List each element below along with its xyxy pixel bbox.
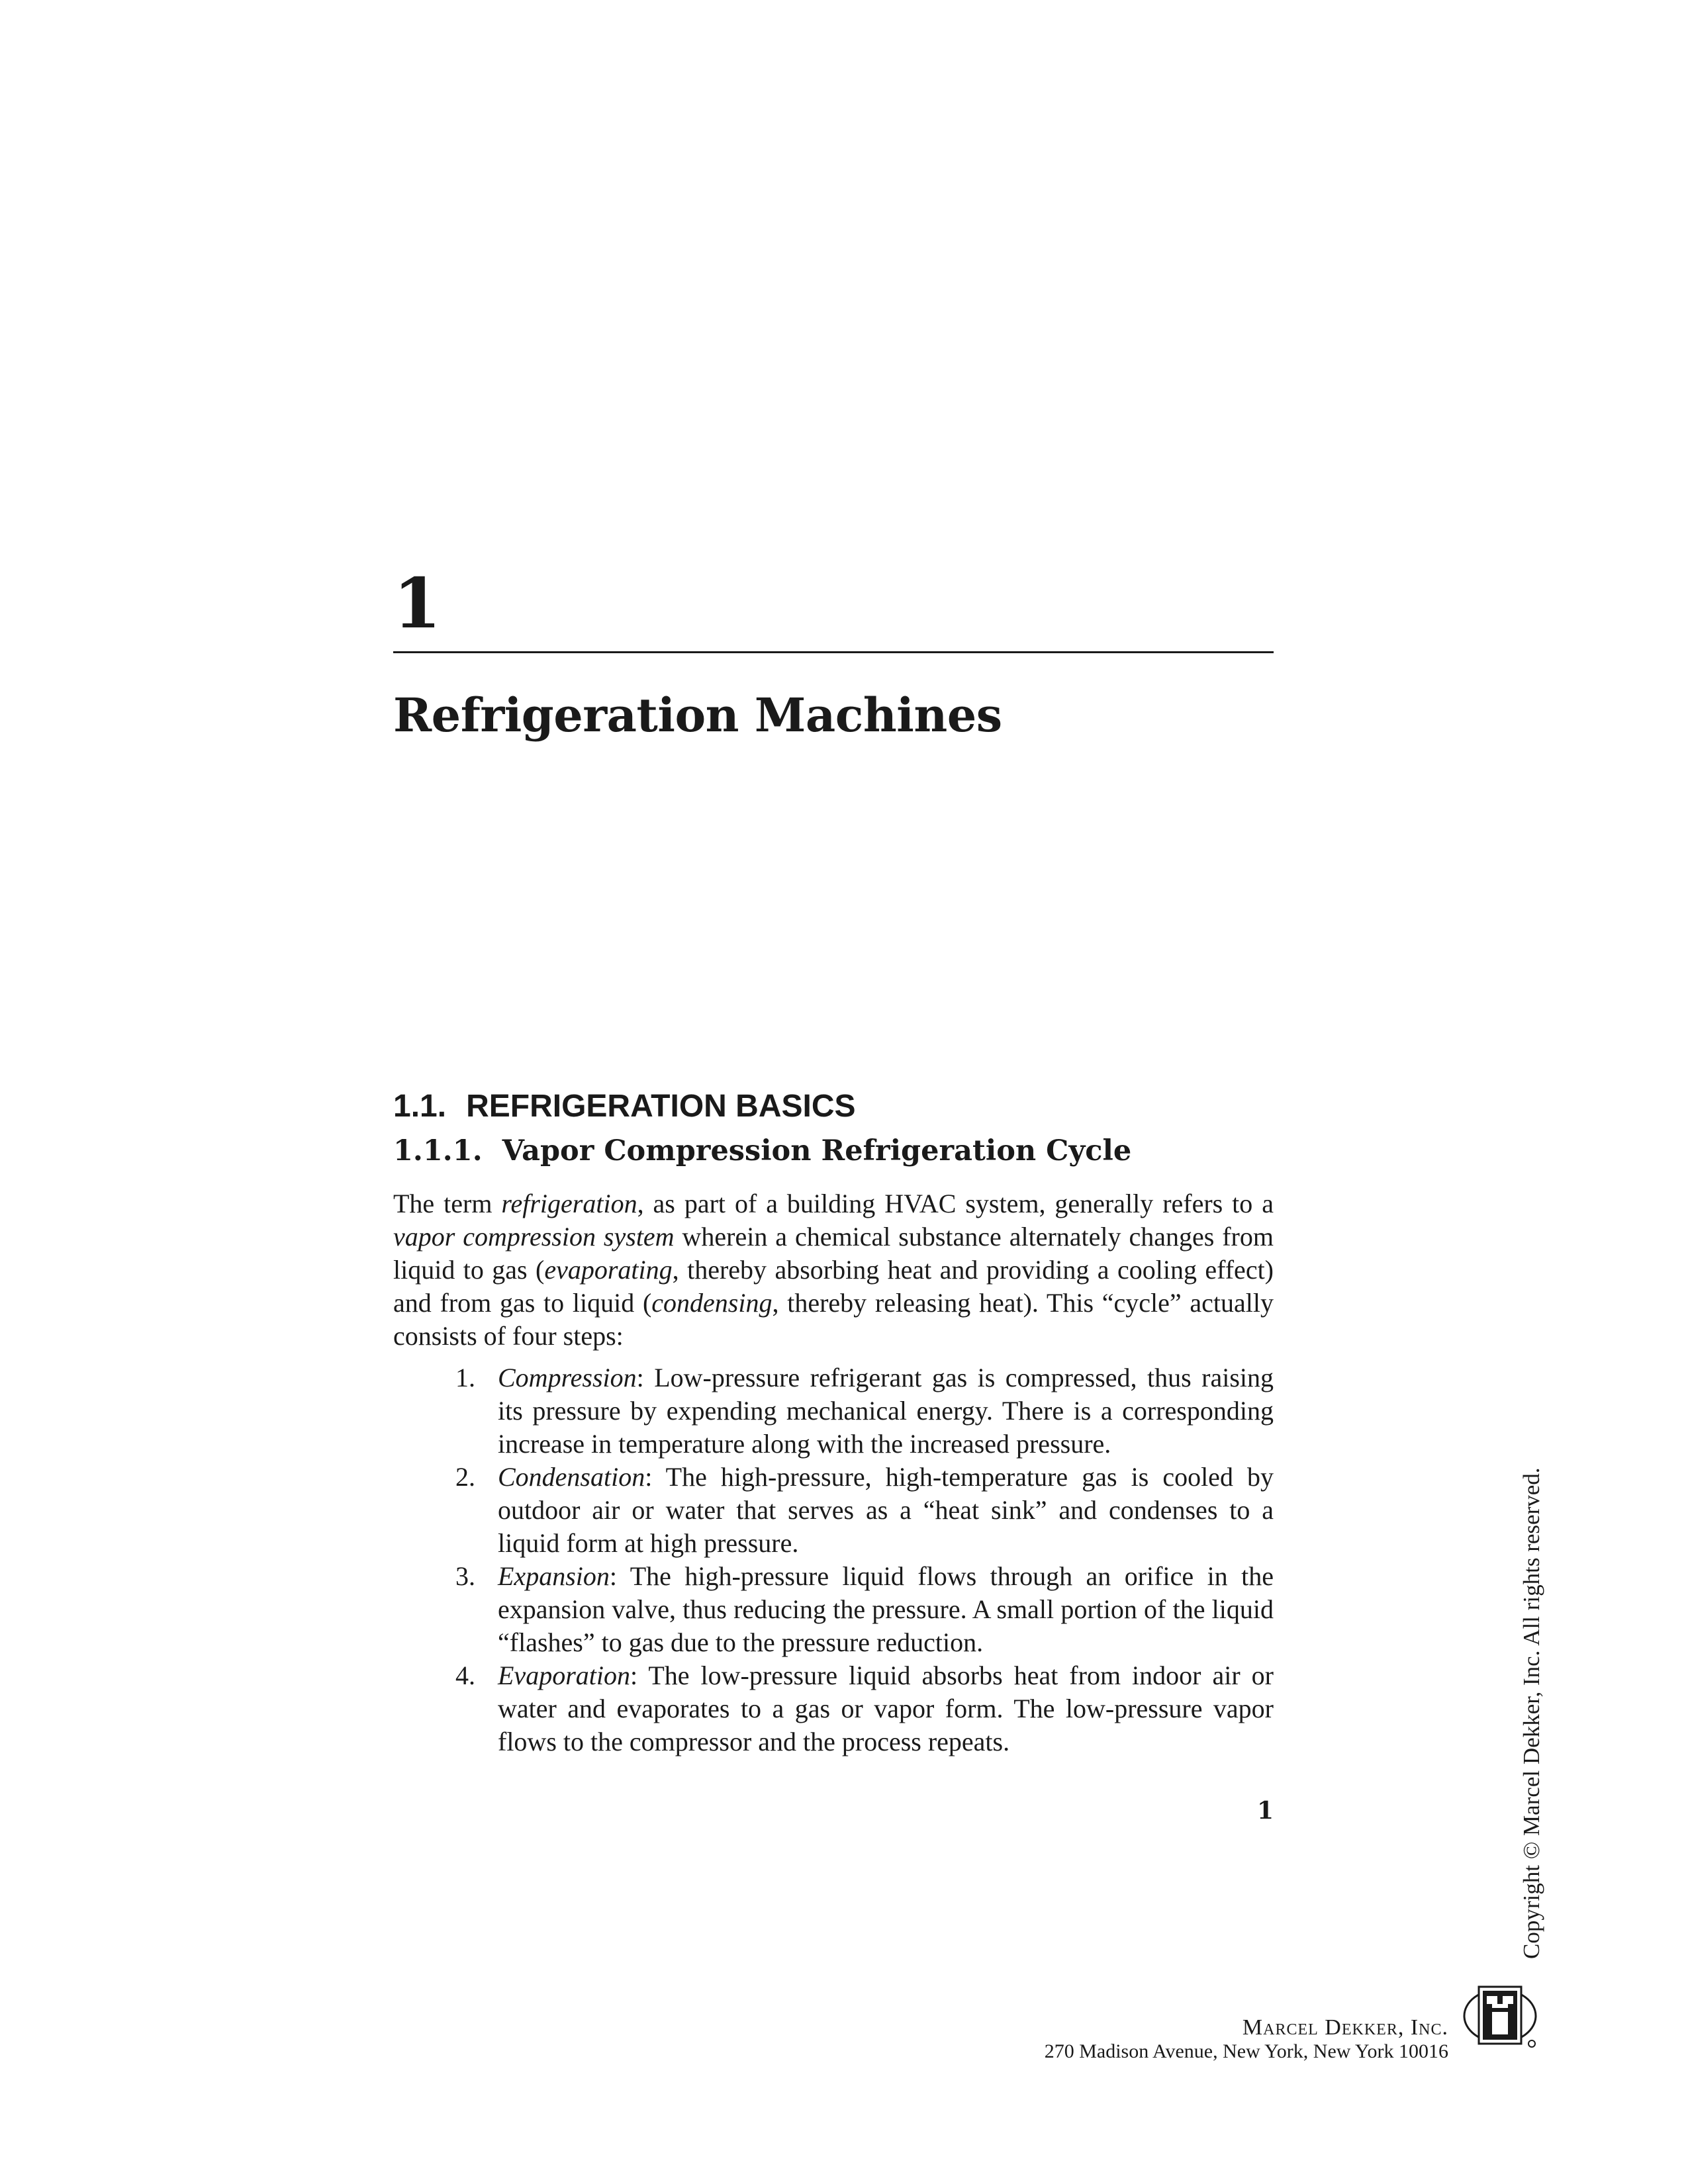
- subsection-number: 1.1.1.: [393, 1134, 483, 1167]
- step-text: : The high-pressure, high-temperature gas is cooled by outdoor air or water that serves as a “heat sink” and condenses to a liquid form at high pressure.: [498, 1462, 1274, 1558]
- copyright-notice: Copyright © Marcel Dekker, Inc. All rights reserved.: [1519, 1467, 1544, 1959]
- chapter-title: Refrigeration Machines: [393, 688, 1002, 743]
- step-item: [393, 1659, 1274, 1758]
- step-item: [393, 1361, 1274, 1461]
- step-term: Evaporation: [498, 1661, 630, 1690]
- step-item: [393, 1461, 1274, 1560]
- publisher-block: [993, 2016, 1448, 2064]
- section-heading: [393, 1091, 856, 1122]
- intro-term-condensing: condensing: [651, 1288, 773, 1318]
- subsection-title: Vapor Compression Refrigeration Cycle: [502, 1134, 1132, 1167]
- step-text: : The high-pressure liquid flows through an orifice in the expansion valve, thus reducing the pressure. A small portion of the liquid “flashes” to gas due to the pressure reduction.: [498, 1561, 1274, 1657]
- step-term: Expansion: [498, 1561, 610, 1591]
- chapter-number: 1: [393, 563, 442, 644]
- page-number: 1: [1256, 1797, 1274, 1825]
- subsection-heading: [393, 1134, 1132, 1167]
- chapter-rule: [393, 651, 1274, 653]
- intro-term-vapor-compression-system: vapor compression system: [393, 1222, 675, 1251]
- step-number: 3.: [455, 1561, 475, 1591]
- step-number: 1.: [455, 1363, 475, 1392]
- section-title: REFRIGERATION BASICS: [466, 1089, 856, 1124]
- intro-paragraph: [393, 1187, 1274, 1353]
- step-item: [393, 1560, 1274, 1659]
- intro-text: , thereby releasing heat). This “cycle” actually consists of four steps:: [393, 1288, 1274, 1351]
- intro-text: wherein a chemical substance alternately changes from liquid to gas (: [393, 1222, 1274, 1285]
- step-term: Condensation: [498, 1462, 645, 1492]
- publisher-logo-icon: [1463, 1975, 1542, 2054]
- intro-text: , as part of a building HVAC system, generally refers to a: [637, 1189, 1274, 1218]
- section-number: 1.1.: [393, 1089, 447, 1124]
- intro-text: , thereby absorbing heat and providing a cooling effect) and from gas to liquid (: [393, 1255, 1274, 1318]
- intro-term-refrigeration: refrigeration: [501, 1189, 637, 1218]
- step-text: : Low-pressure refrigerant gas is compressed, thus raising its pressure by expending mechanical energy. There is a corresponding increase in temperature along with the increased pressure.: [498, 1363, 1274, 1459]
- intro-text: The term: [393, 1189, 502, 1218]
- step-number: 2.: [455, 1462, 475, 1492]
- publisher-name: Marcel Dekker, Inc.: [1242, 2015, 1448, 2040]
- step-term: Compression: [498, 1363, 637, 1392]
- publisher-address: 270 Madison Avenue, New York, New York 10016: [1044, 2040, 1448, 2062]
- step-text: : The low-pressure liquid absorbs heat from indoor air or water and evaporates to a gas or vapor form. The low-pressure vapor flows to the compressor and the process repeats.: [498, 1661, 1274, 1756]
- cycle-steps-list: [393, 1361, 1274, 1758]
- step-number: 4.: [455, 1661, 475, 1690]
- intro-term-evaporating: evaporating: [544, 1255, 673, 1285]
